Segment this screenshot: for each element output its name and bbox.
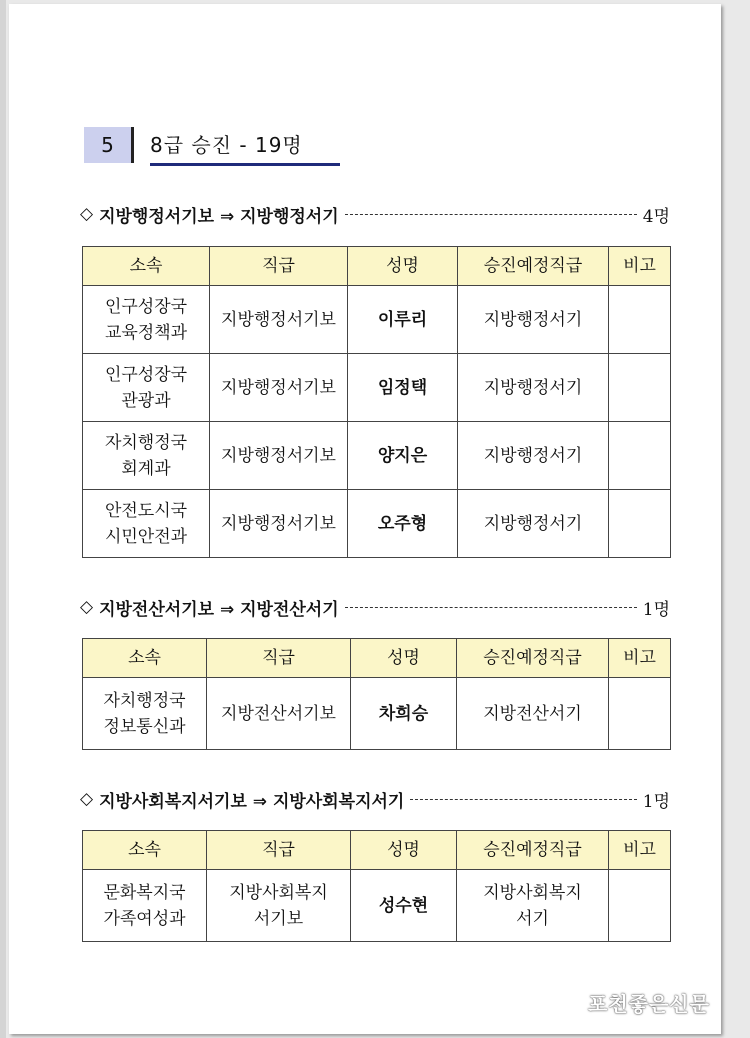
group-heading [80, 201, 670, 227]
section-title: 8급 승진 - 19명 [150, 127, 340, 166]
affiliation-cell-line: 인구성장국 [104, 364, 188, 385]
target-grade-cell-line: 지방전산서기 [483, 703, 582, 724]
affiliation-cell-line: 회계과 [121, 458, 171, 479]
header-note: 비고 [609, 639, 671, 678]
group-heading-text: 지방전산서기보 ⇒ 지방전산서기 [99, 599, 339, 620]
affiliation-cell-line: 자치행정국 [103, 690, 186, 711]
group-heading-text: 지방사회복지서기보 ⇒ 지방사회복지서기 [99, 791, 405, 812]
note-cell [609, 422, 671, 490]
target-grade-cell-line: 지방행정서기 [483, 309, 583, 330]
note-cell [609, 354, 671, 422]
name-cell: 차희승 [351, 678, 457, 750]
name-cell: 이루리 [348, 286, 458, 354]
target-grade-cell [457, 678, 609, 750]
note-cell [609, 286, 671, 354]
target-grade-cell [458, 286, 609, 354]
target-grade-cell-line: 지방사회복지 [483, 882, 582, 903]
header-note: 비고 [609, 247, 671, 286]
affiliation-cell-line: 안전도시국 [104, 500, 188, 521]
grade-cell [207, 678, 351, 750]
note-cell [609, 490, 671, 558]
grade-cell [210, 490, 348, 558]
target-grade-cell [458, 422, 609, 490]
grade-cell [210, 354, 348, 422]
table-body [83, 286, 671, 558]
affiliation-cell [83, 354, 210, 422]
group-heading [80, 594, 670, 620]
roster-table [82, 638, 671, 750]
target-grade-cell [457, 870, 609, 942]
group-heading-text: 지방행정서기보 ⇒ 지방행정서기 [99, 206, 339, 227]
affiliation-cell-line: 인구성장국 [104, 296, 188, 317]
header-note: 비고 [609, 831, 671, 870]
grade-cell [207, 870, 351, 942]
affiliation-cell-line: 시민안전과 [104, 526, 188, 547]
target-grade-cell-line: 지방행정서기 [483, 445, 583, 466]
table-body [83, 870, 671, 942]
affiliation-cell [83, 490, 210, 558]
affiliation-cell [83, 678, 207, 750]
name-cell: 양지은 [348, 422, 458, 490]
affiliation-cell-line: 교육정책과 [104, 322, 188, 343]
affiliation-cell [83, 422, 210, 490]
grade-cell-line: 지방행정서기보 [221, 445, 336, 466]
grade-cell-line: 지방행정서기보 [221, 513, 336, 534]
grade-cell-line: 지방행정서기보 [221, 309, 336, 330]
affiliation-cell [83, 870, 207, 942]
name-cell: 오주형 [348, 490, 458, 558]
table-header-row [83, 639, 671, 678]
target-grade-cell [458, 354, 609, 422]
header-target-grade: 승진예정직급 [458, 247, 609, 286]
header-grade: 직급 [210, 247, 348, 286]
diamond-icon: ◇ [80, 597, 94, 617]
diamond-icon: ◇ [80, 789, 94, 809]
header-grade: 직급 [207, 639, 351, 678]
page-edge [0, 0, 6, 1038]
dotted-leader [410, 799, 636, 800]
affiliation-cell-line: 정보통신과 [103, 716, 186, 737]
table-row [83, 678, 671, 750]
newspaper-watermark: 포천좋은신문 [588, 992, 710, 1016]
diamond-icon: ◇ [80, 204, 94, 224]
table-row [83, 354, 671, 422]
group-heading [80, 786, 670, 812]
header-name: 성명 [348, 247, 458, 286]
target-grade-cell-line: 지방행정서기 [483, 513, 583, 534]
header-affiliation: 소속 [83, 639, 207, 678]
name-cell: 임정택 [348, 354, 458, 422]
target-grade-cell [458, 490, 609, 558]
table-row [83, 422, 671, 490]
header-grade: 직급 [207, 831, 351, 870]
name-cell: 성수현 [351, 870, 457, 942]
table-row [83, 286, 671, 354]
header-affiliation: 소속 [83, 247, 210, 286]
table-row [83, 490, 671, 558]
target-grade-cell-line: 지방행정서기 [483, 377, 583, 398]
grade-cell [210, 286, 348, 354]
note-cell [609, 678, 671, 750]
header-target-grade: 승진예정직급 [457, 831, 609, 870]
roster-table [82, 246, 671, 558]
header-name: 성명 [351, 639, 457, 678]
dotted-leader [345, 607, 637, 608]
affiliation-cell-line: 관광과 [121, 390, 171, 411]
section-number: 5 [84, 127, 134, 163]
table-header-row [83, 247, 671, 286]
table-header-row [83, 831, 671, 870]
grade-cell-line: 지방행정서기보 [221, 377, 336, 398]
note-cell [609, 870, 671, 942]
section-header [84, 127, 344, 167]
affiliation-cell-line: 자치행정국 [104, 432, 188, 453]
header-affiliation: 소속 [83, 831, 207, 870]
header-name: 성명 [351, 831, 457, 870]
table-body [83, 678, 671, 750]
table-row [83, 870, 671, 942]
affiliation-cell [83, 286, 210, 354]
affiliation-cell-line: 문화복지국 [103, 882, 186, 903]
grade-cell [210, 422, 348, 490]
group-count: 1명 [642, 599, 670, 620]
target-grade-cell-line: 서기 [516, 908, 549, 929]
header-target-grade: 승진예정직급 [457, 639, 609, 678]
dotted-leader [345, 214, 637, 215]
grade-cell-line: 지방전산서기보 [221, 703, 336, 724]
group-count: 1명 [642, 791, 670, 812]
roster-table [82, 830, 671, 942]
grade-cell-line: 서기보 [253, 908, 304, 929]
grade-cell-line: 지방사회복지 [229, 882, 328, 903]
group-count: 4명 [642, 206, 670, 227]
affiliation-cell-line: 가족여성과 [103, 908, 186, 929]
